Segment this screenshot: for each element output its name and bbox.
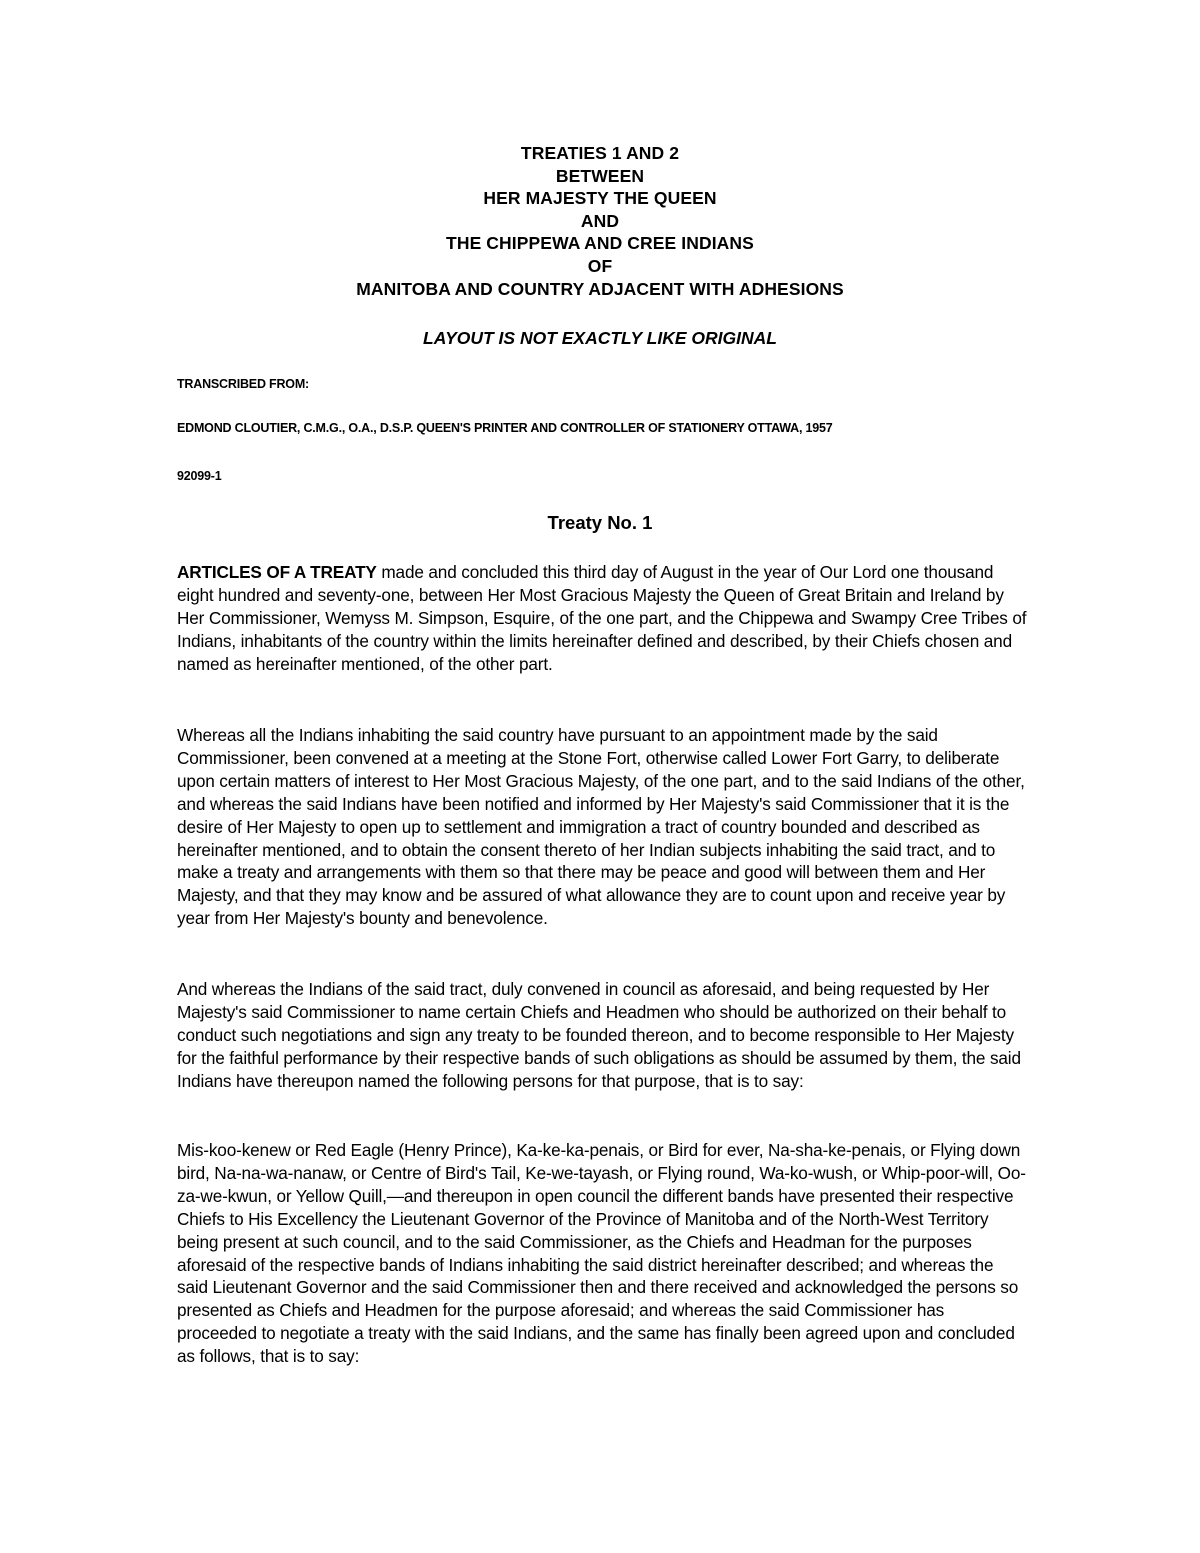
- publisher-line: EDMOND CLOUTIER, C.M.G., O.A., D.S.P. QUEEN'S PRINTER AND CONTROLLER OF STATIONERY OTTAWA, 1957: [177, 421, 833, 435]
- title-line: BETWEEN: [555, 165, 645, 186]
- title-line: TREATIES 1 AND 2: [520, 143, 680, 163]
- title-line: AND: [580, 210, 620, 231]
- paragraph-whereas: Whereas all the Indians inhabiting the said country have pursuant to an appointment made by the said Commissioner, been convened at a meeting at the Stone Fort, otherwise called Lower Fort Garry, to deliberate upon certain matters of interest to Her Most Gracious Majesty, of the one part, and to the said Indians of the other, and whereas the said Indians have been notified and informed by Her Majesty's said Commissioner that it is the desire of Her Majesty to open up to settlement and immigration a tract of country bounded and described as hereinafter mentioned, and to obtain the consent thereto of her Indian subjects inhabiting the said tract, and to make a treaty and arrangements with them so that there may be peace and good will between them and Her Majesty, and that they may know and be assured of what allowance they are to count upon and receive year by year from Her Majesty's bounty and benevolence.: [177, 725, 1025, 929]
- title-line: OF: [587, 255, 613, 276]
- transcribed-label: TRANSCRIBED FROM:: [177, 377, 310, 391]
- treaty-heading: Treaty No. 1: [547, 512, 653, 533]
- paragraph-text: made and concluded this third day of August in the year of Our Lord one thousand eight hundred and seventy-one, between Her Most Gracious Majesty the Queen of Great Britain and Ireland by Her Commissioner, Wemyss M. Simpson, Esquire, of the one part, and the Chippewa and Swampy Cree Tribes of Indians, inhabitants of the country within the limits hereinafter defined and described, by their Chiefs chosen and named as hereinafter mentioned, of the other part.: [177, 562, 1027, 674]
- document-title: [0, 142, 1200, 300]
- catalog-number: 92099-1: [177, 469, 222, 483]
- title-line: THE CHIPPEWA AND CREE INDIANS: [446, 233, 754, 254]
- layout-notice: LAYOUT IS NOT EXACTLY LIKE ORIGINAL: [423, 328, 777, 348]
- paragraph-lead: ARTICLES OF A TREATY: [177, 562, 377, 582]
- title-line: HER MAJESTY THE QUEEN: [483, 188, 717, 209]
- paragraph-and-whereas: And whereas the Indians of the said tract, duly convened in council as aforesaid, and being requested by Her Majesty's said Commissioner to name certain Chiefs and Headmen who should be authorized on their behalf to conduct such negotiations and sign any treaty to be founded thereon, and to become responsible to Her Majesty for the faithful performance by their respective bands of such obligations as should be assumed by them, the said Indians have thereupon named the following persons for that purpose, that is to say:: [177, 979, 1021, 1091]
- title-line: MANITOBA AND COUNTRY ADJACENT WITH ADHESIONS: [356, 278, 844, 299]
- paragraph-chiefs: Mis-koo-kenew or Red Eagle (Henry Prince), Ka-ke-ka-penais, or Bird for ever, Na-sha-ke-penais, or Flying down bird, Na-na-wa-nanaw, or Centre of Bird's Tail, Ke-we-tayash, or Flying round, Wa-ko-wush, or Whip-poor-will, Oo-za-we-kwun, or Yellow Quill,—and thereupon in open council the different bands have presented their respective Chiefs to His Excellency the Lieutenant Governor of the Province of Manitoba and of the North-West Territory being present at such council, and to the said Commissioner, as the Chiefs and Headman for the purposes aforesaid of the respective bands of Indians inhabiting the said district hereinafter described; and whereas the said Lieutenant Governor and the said Commissioner then and there received and acknowledged the persons so presented as Chiefs and Headmen for the purpose aforesaid; and whereas the said Commissioner has proceeded to negotiate a treaty with the said Indians, and the same has finally been agreed upon and concluded as follows, that is to say:: [177, 1140, 1026, 1367]
- paragraph-articles: [177, 561, 1027, 676]
